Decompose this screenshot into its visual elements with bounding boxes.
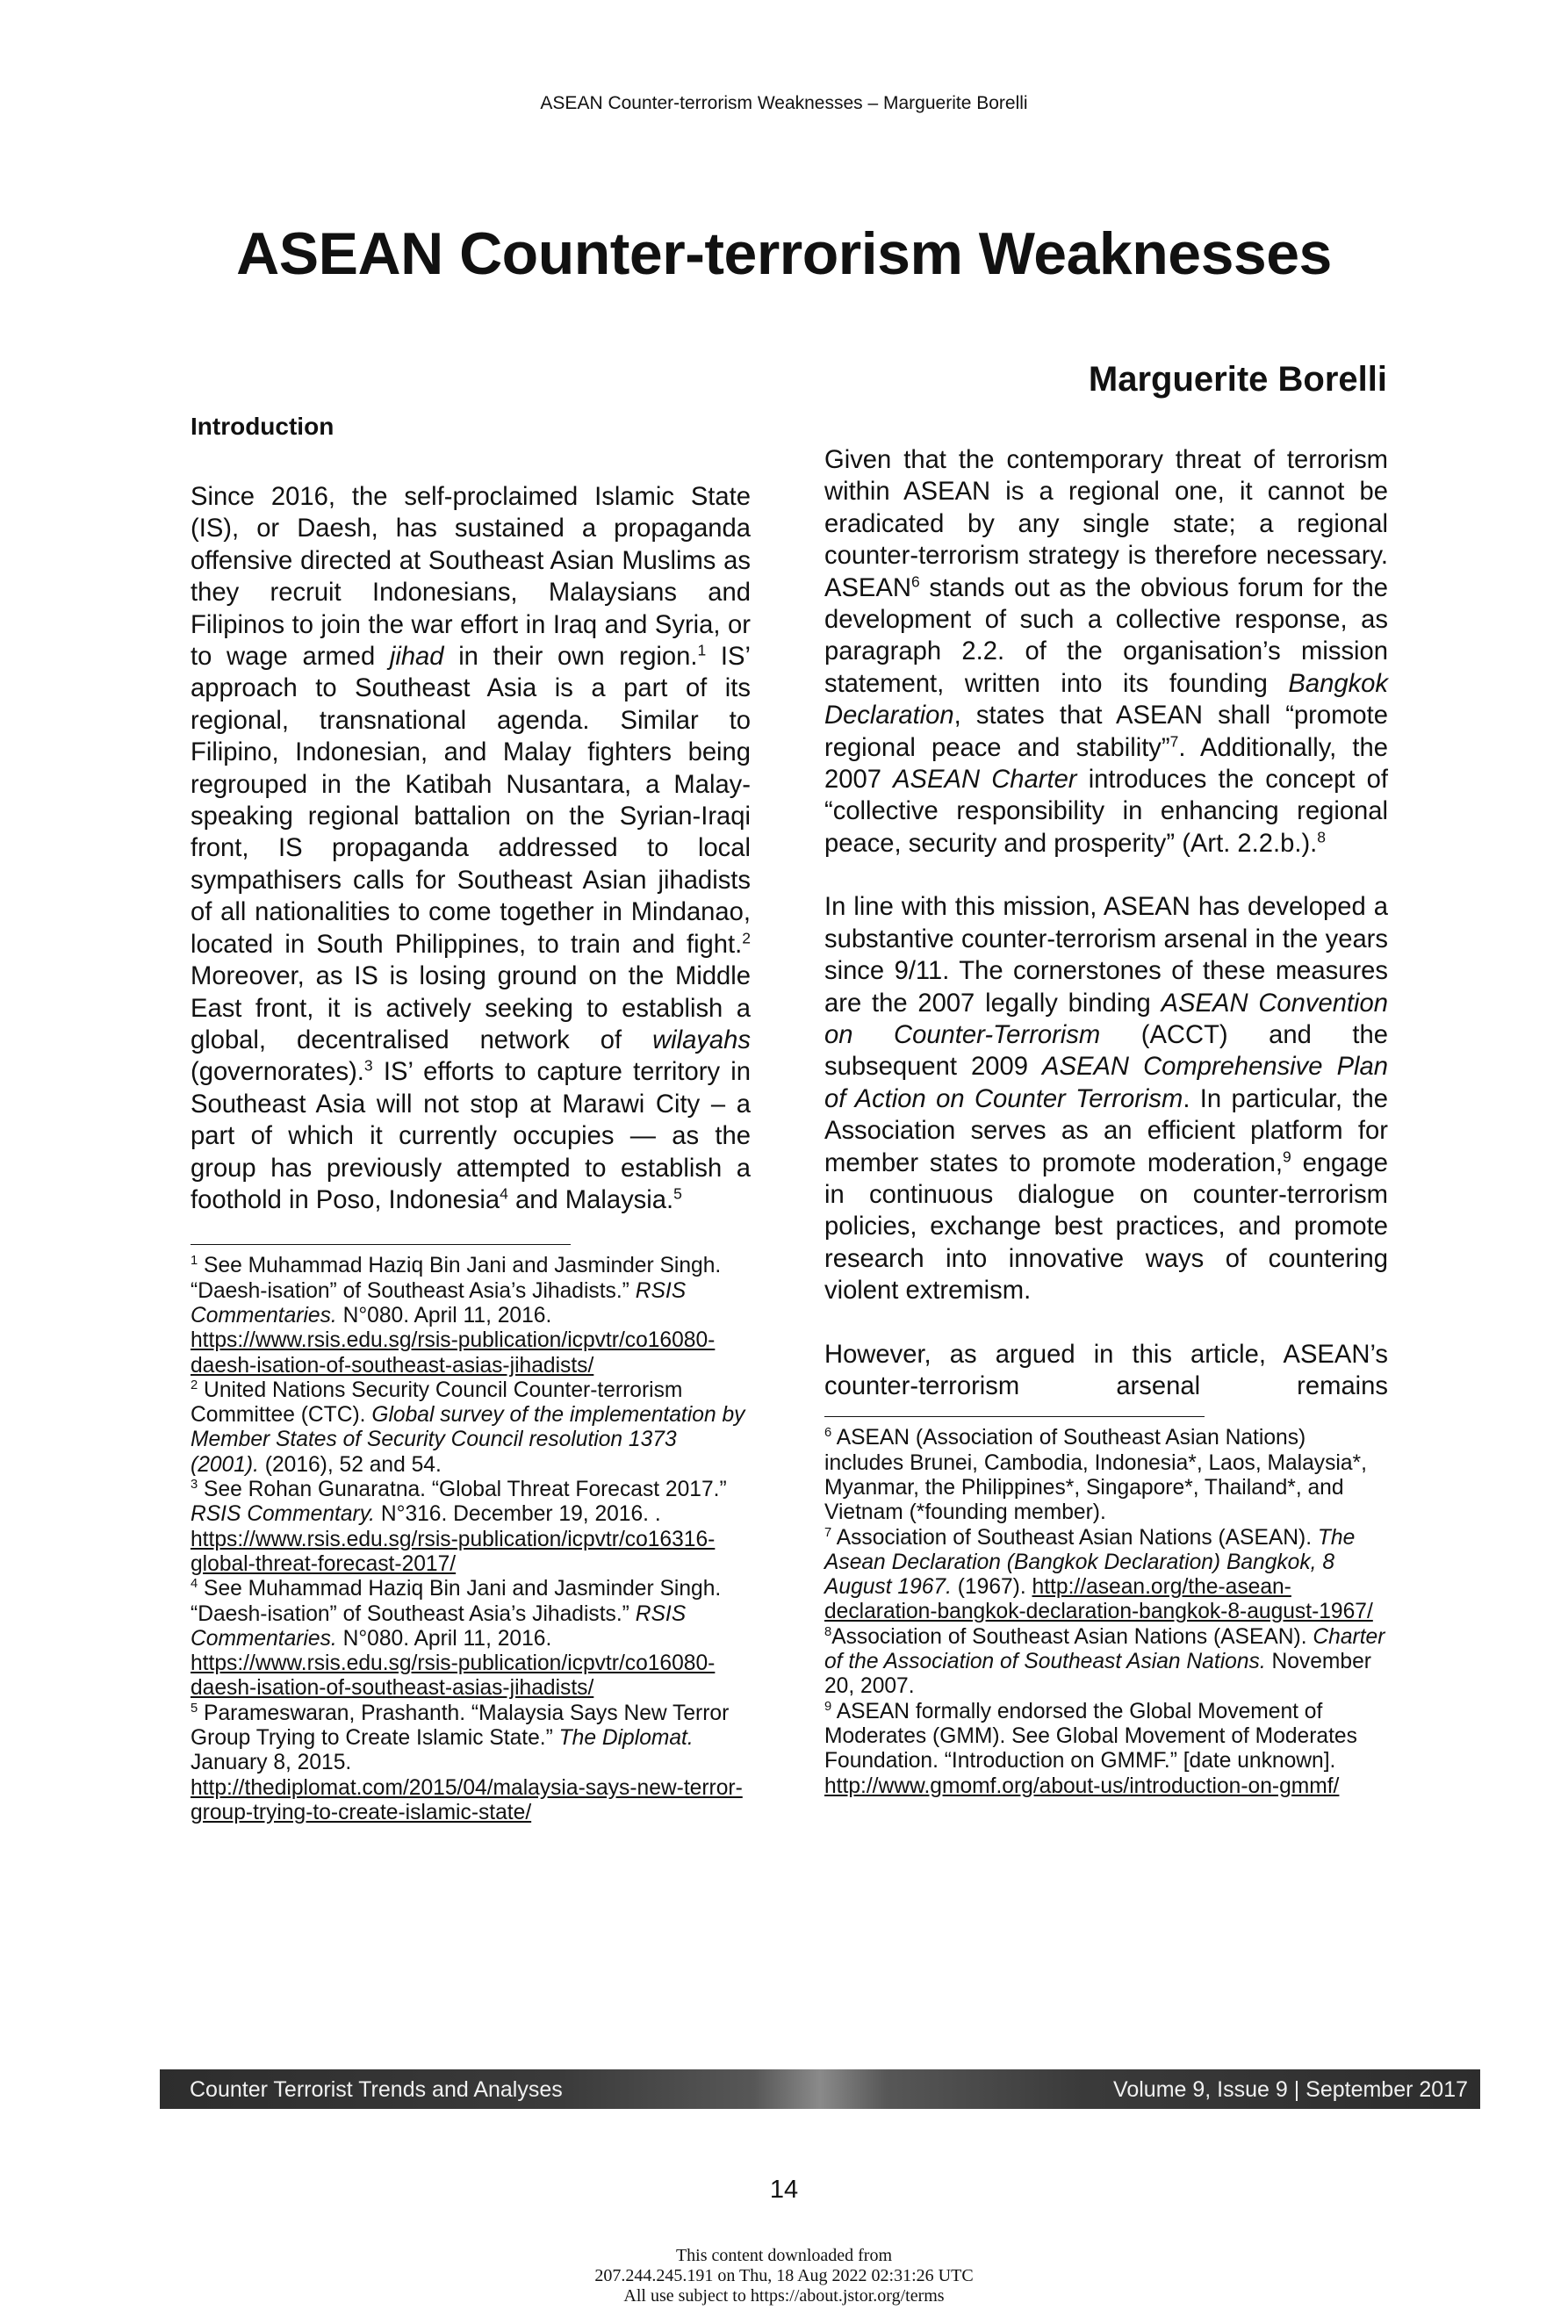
footnote-ref[interactable]: 6: [910, 572, 920, 590]
running-head: ASEAN Counter-terrorism Weaknesses – Marguerite Borelli: [540, 93, 1028, 113]
footnote-ref[interactable]: 7: [1169, 731, 1179, 750]
footnote-9: $^9$ ASEAN formally endorsed the Global Movement of Moderates (GMM). See Global Movement of Moderates Foundation. “Introduction on GMMF.” [date unknown]. http://www.gmomf.org/about-us/introduction-on-gmmf/: [824, 1699, 1357, 1798]
journal-name: Counter Terrorist Trends and Analyses: [190, 2077, 563, 2102]
footnote-6: $^6$ ASEAN (Association of Southeast Asian Nations) includes Brunei, Cambodia, Indonesia*, Laos, Malaysia*, Myanmar, the Philippines*, Singapore*, Thailand*, and Vietnam (*founding member).: [824, 1426, 1367, 1525]
footnote-8: $^8$Association of Southeast Asian Nations (ASEAN). Charter of the Association of Southeast Asian Nations. November 20, 2007.: [824, 1624, 1385, 1699]
page-number: 14: [769, 2176, 799, 2204]
footnote-ref[interactable]: 1: [697, 641, 707, 659]
footnote-ref[interactable]: 8: [1317, 828, 1327, 846]
footnote-link[interactable]: https://www.rsis.edu.sg/rsis-publication/icpvtr/co16080-daesh-isation-of-southeast-asias-jihadists/: [191, 1651, 716, 1701]
issue-info: Volume 9, Issue 9 | September 2017: [1113, 2077, 1468, 2102]
jstor-line: This content downloaded from: [675, 2246, 893, 2265]
body-paragraph: In line with this mission, ASEAN has developed a substantive counter-terrorism arsenal in the years since 9/11. The cornerstones of these measures are the 2007 legally binding ASEAN Convention on Counter-Terrorism (ACCT) and the subsequent 2009 ASEAN Comprehensive Plan of Action on Counter Terrorism. In particular, the Association serves as an efficient platform for member states to promote moderation,$^9$ engage in continuous dialogue on counter-terrorism policies, exchange best practices, and promote research into innovative ways of countering violent extremism.: [824, 893, 1389, 1306]
left-column: [191, 413, 751, 1825]
footnote-link[interactable]: http://asean.org/the-asean-declaration-bangkok-declaration-bangkok-8-august-1967/: [824, 1575, 1373, 1624]
section-heading-introduction: Introduction: [191, 413, 334, 440]
footnote-ref[interactable]: 9: [1282, 1147, 1291, 1165]
footnote-ref[interactable]: 4: [500, 1184, 508, 1203]
footnote-2: $^2$ United Nations Security Council Counter-terrorism Committee (CTC). Global survey of the implementation by Member States of Security Council resolution 1373 (2001). (2016), 52 and 54.: [191, 1378, 745, 1477]
body-paragraph: However, as argued in this article, ASEAN’s counter-terrorism arsenal remains: [824, 1340, 1388, 1400]
footnote-5: $^5$ Parameswaran, Prashanth. “Malaysia Says New Terror Group Trying to Create Islamic State.” The Diplomat. January 8, 2015. http://thediplomat.com/2015/04/malaysia-says-new-terror-group-trying-to-create-islamic-state/: [191, 1701, 743, 1824]
body-paragraph: Since 2016, the self-proclaimed Islamic State (IS), or Daesh, has sustained a propaganda offensive directed at Southeast Asian Muslims as they recruit Indonesians, Malaysians and Filipinos to join the war effort in Iraq and Syria, or to wage armed jihad in their own region.$^1$ IS’ approach to Southeast Asia is a part of its regional, transnational agenda. Similar to Filipino, Indonesian, and Malay fighters being regrouped in the Katibah Nusantara, a Malay-speaking regional battalion on the Syrian-Iraqi front, IS propaganda addressed to local sympathisers calls for Southeast Asian jihadists of all nationalities to come together in Mindanao, located in South Philippines, to train and fight.$^2$ Moreover, as IS is losing ground on the Middle East front, it is actively seeking to establish a global, decentralised network of wilayahs (governorates).$^3$ IS’ efforts to capture territory in Southeast Asia will not stop at Marawi City – a part of which it currently occupies — as the group has previously attempted to establish a foothold in Poso, Indonesia$^4$ and Malaysia.$^5$: [191, 483, 751, 1214]
article-title: ASEAN Counter-terrorism Weaknesses: [236, 220, 1332, 287]
jstor-line: 207.244.245.191 on Thu, 18 Aug 2022 02:31:26 UTC: [594, 2266, 974, 2285]
footnote-1: $^1$ See Muhammad Haziq Bin Jani and Jasminder Singh. “Daesh-isation” of Southeast Asia’s Jihadists.” RSIS Commentaries. N°080. April 11, 2016. https://www.rsis.edu.sg/rsis-publication/icpvtr/co16080-daesh-isation-of-southeast-asias-jihadists/: [191, 1254, 722, 1378]
jstor-line: All use subject to https://about.jstor.org/terms: [623, 2286, 945, 2306]
jstor-notice: [0, 2246, 1568, 2306]
footnote-4: $^4$ See Muhammad Haziq Bin Jani and Jasminder Singh. “Daesh-isation” of Southeast Asia’s Jihadists.” RSIS Commentaries. N°080. April 11, 2016. https://www.rsis.edu.sg/rsis-publication/icpvtr/co16080-daesh-isation-of-southeast-asias-jihadists/: [191, 1577, 722, 1701]
footnote-link[interactable]: https://www.rsis.edu.sg/rsis-publication/icpvtr/co16080-daesh-isation-of-southeast-asias-jihadists/: [191, 1328, 716, 1378]
footnote-link[interactable]: http://www.gmomf.org/about-us/introduction-on-gmmf/: [824, 1774, 1340, 1798]
footnote-ref[interactable]: 3: [363, 1056, 373, 1075]
footnote-ref[interactable]: 5: [673, 1184, 682, 1203]
footnote-3: $^3$ See Rohan Gunaratna. “Global Threat Forecast 2017.” RSIS Commentary. N°316. December 19, 2016. . https://www.rsis.edu.sg/rsis-publication/icpvtr/co16316-global-threat-forecast-2017/: [191, 1477, 727, 1576]
journal-footer-bar: [160, 2069, 1480, 2109]
author-name: Marguerite Borelli: [1088, 360, 1387, 399]
footnote-divider: [824, 1416, 1205, 1417]
footnote-link[interactable]: https://www.rsis.edu.sg/rsis-publication/icpvtr/co16316-global-threat-forecast-2017/: [191, 1527, 716, 1576]
footnote-divider: [191, 1244, 571, 1245]
body-paragraph: Given that the contemporary threat of terrorism within ASEAN is a regional one, it cannot be eradicated by any single state; a regional counter-terrorism strategy is therefore necessary. ASEAN$^6$ stands out as the obvious forum for the development of such a collective response, as paragraph 2.2. of the organisation’s mission statement, written into its founding Bangkok Declaration, states that ASEAN shall “promote regional peace and stability”$^7$. Additionally, the 2007 ASEAN Charter introduces the concept of “collective responsibility in enhancing regional peace, security and prosperity” (Art. 2.2.b.).$^8$: [824, 446, 1388, 858]
footnote-ref[interactable]: 2: [742, 928, 751, 946]
right-column: [824, 444, 1388, 1799]
footnote-link[interactable]: http://thediplomat.com/2015/04/malaysia-says-new-terror-group-trying-to-create-islamic-state/: [191, 1775, 743, 1824]
footnote-7: $^7$ Association of Southeast Asian Nations (ASEAN). The Asean Declaration (Bangkok Declaration) Bangkok, 8 August 1967. (1967). http://asean.org/the-asean-declaration-bangkok-declaration-bangkok-8-august-1967/: [824, 1525, 1373, 1624]
